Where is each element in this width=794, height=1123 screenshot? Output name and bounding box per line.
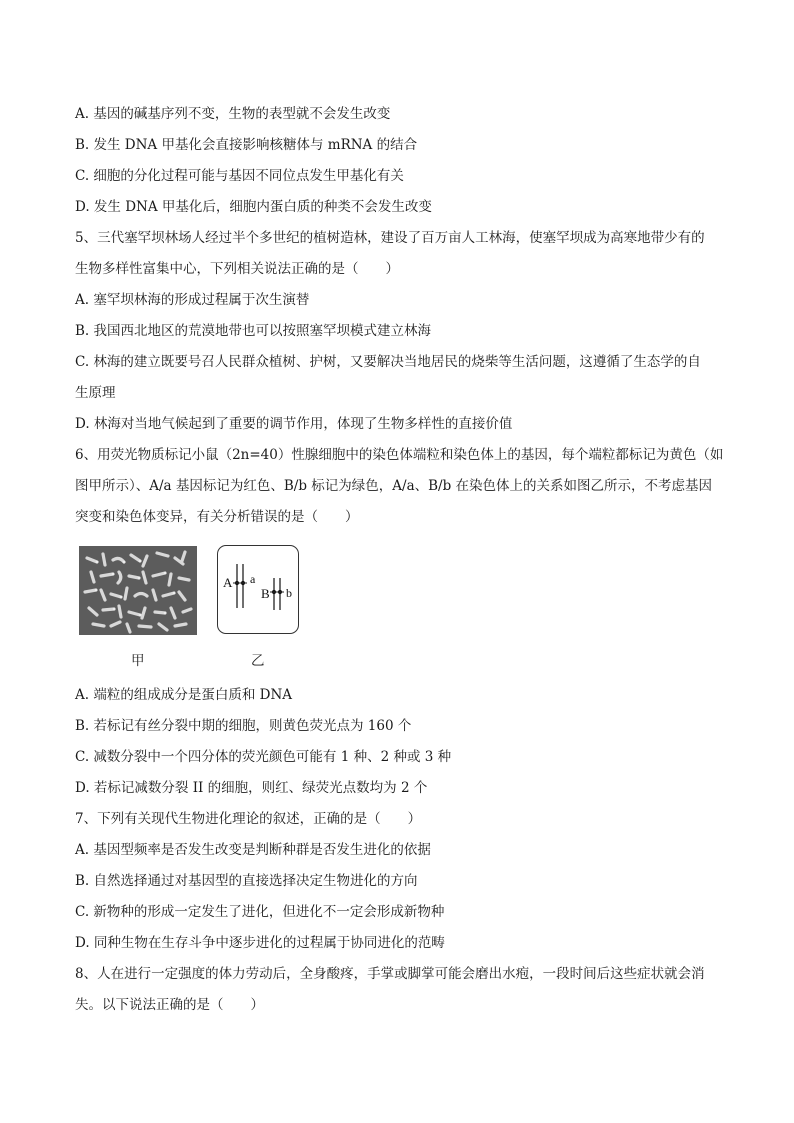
q5-stem-line-1: 5、三代塞罕坝林场人经过半个多世纪的植树造林，建设了百万亩人工林海，使塞罕坝成为高寒地带少有的 (75, 230, 705, 246)
q5-option-d: D. 林海对当地气候起到了重要的调节作用，体现了生物多样性的直接价值 (75, 416, 513, 432)
q8-stem-line-2: 失。以下说法正确的是（ ） (75, 997, 264, 1013)
q7-option-d: D. 同种生物在生存斗争中逐步进化的过程属于协同进化的范畴 (75, 935, 445, 951)
q7-option-a: A. 基因型频率是否发生改变是判断种群是否发生进化的依据 (75, 842, 431, 858)
q4-option-c: C. 细胞的分化过程可能与基因不同位点发生甲基化有关 (75, 168, 404, 184)
q5-option-a: A. 塞罕坝林海的形成过程属于次生演替 (75, 292, 310, 308)
q5-option-c-cont: 生原理 (75, 385, 116, 401)
q7-option-b: B. 自然选择通过对基因型的直接选择决定生物进化的方向 (75, 873, 418, 889)
gene-label-A: A (223, 575, 233, 590)
q4-option-d: D. 发生 DNA 甲基化后，细胞内蛋白质的种类不会发生改变 (75, 199, 432, 215)
q8-stem-line-1: 8、人在进行一定强度的体力劳动后，全身酸疼，手掌或脚掌可能会磨出水疱，一段时间后这些症状就会消 (75, 966, 705, 982)
q7-stem: 7、下列有关现代生物进化理论的叙述，正确的是（ ） (75, 811, 422, 827)
gene-label-b: b (286, 586, 292, 600)
q6-stem-line-3: 突变和染色体变异，有关分析错误的是（ ） (75, 509, 359, 525)
q6-option-a: A. 端粒的组成成分是蛋白质和 DNA (75, 687, 293, 703)
q7-option-c: C. 新物种的形成一定发生了进化，但进化不一定会形成新物种 (75, 904, 445, 920)
q4-option-a: A. 基因的碱基序列不变，生物的表型就不会发生改变 (75, 106, 391, 122)
q6-stem-line-1: 6、用荧光物质标记小鼠（2n=40）性腺细胞中的染色体端粒和染色体上的基因，每个端粒都标记为黄色（如 (75, 447, 724, 463)
q6-option-c: C. 减数分裂中一个四分体的荧光颜色可能有 1 种、2 种或 3 种 (75, 749, 452, 765)
figure-yi-gene-diagram (217, 545, 299, 634)
q5-stem-line-2: 生物多样性富集中心，下列相关说法正确的是（ ） (75, 261, 399, 277)
figure-jia-micrograph (79, 546, 197, 635)
q6-option-b: B. 若标记有丝分裂中期的细胞，则黄色荧光点为 160 个 (75, 718, 412, 734)
gene-label-a: a (250, 572, 256, 586)
q4-option-b: B. 发生 DNA 甲基化会直接影响核糖体与 mRNA 的结合 (75, 137, 418, 153)
q5-option-b: B. 我国西北地区的荒漠地带也可以按照塞罕坝模式建立林海 (75, 323, 432, 339)
figure-caption-yi: 乙 (251, 653, 265, 669)
figure-caption-jia: 甲 (131, 653, 145, 669)
q6-option-d: D. 若标记减数分裂 II 的细胞，则红、绿荧光点数均为 2 个 (75, 780, 428, 796)
q6-stem-line-2: 图甲所示）、A/a 基因标记为红色、B/b 标记为绿色，A/a、B/b 在染色体上的关系如图乙所示，不考虑基因 (75, 478, 713, 494)
gene-label-B: B (261, 586, 270, 601)
chromosome-micrograph-image (79, 546, 197, 635)
gene-position-diagram (218, 546, 298, 633)
q5-option-c: C. 林海的建立既要号召人民群众植树、护树，又要解决当地居民的烧柴等生活问题，这遵循了生态学的自 (75, 354, 701, 370)
